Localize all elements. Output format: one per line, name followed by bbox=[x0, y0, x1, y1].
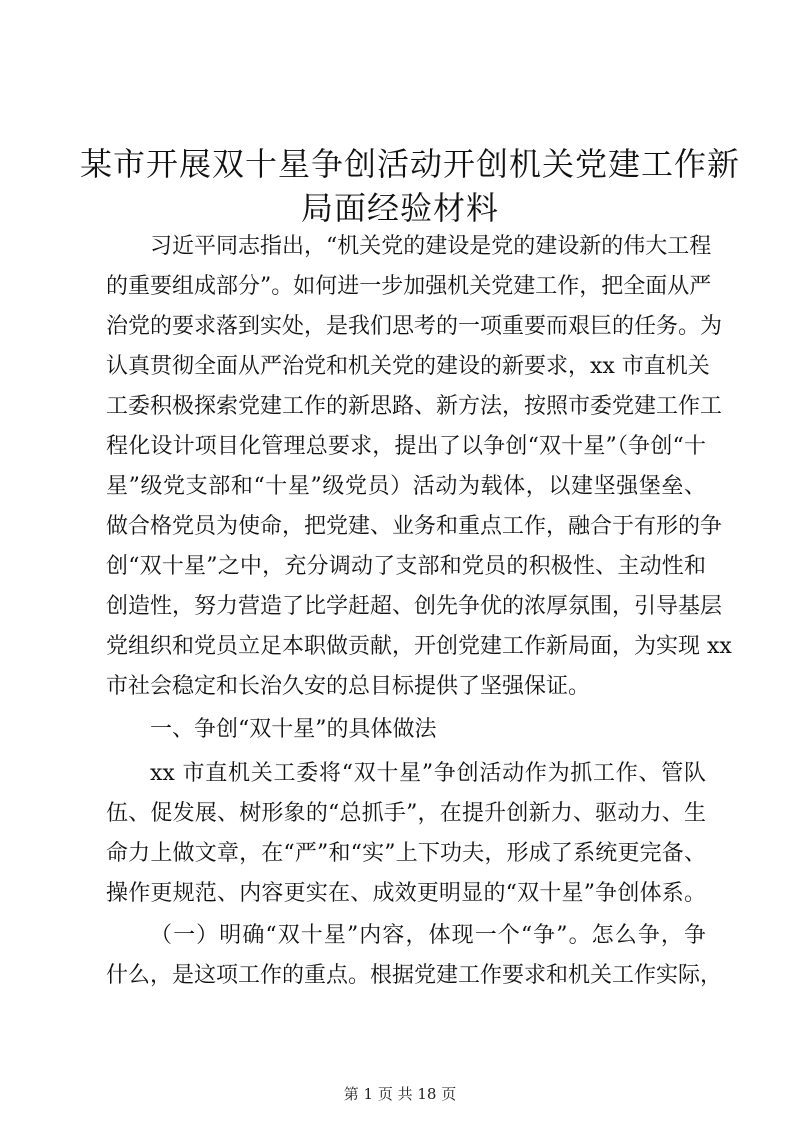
document-title-line-2: 局面经验材料 bbox=[300, 189, 499, 227]
paragraph-line: 操作更规范、内容更实在、成效更明显的“双十星”争创体系。 bbox=[106, 881, 706, 906]
paragraph-line: 治党的要求落到实处，是我们思考的一项重要而艰巨的任务。为 bbox=[106, 314, 723, 339]
paragraph-line: 什么，是这项工作的重点。根据党建工作要求和机关工作实际， bbox=[106, 963, 723, 988]
paragraph-line: 伍、促发展、树形象的“总抓手”，在提升创新力、驱动力、生 bbox=[106, 801, 706, 826]
paragraph-line: 创“双十星”之中，充分调动了支部和党员的积极性、主动性和 bbox=[106, 554, 706, 579]
document-title-line-1: 某市开展双十星争创活动开创机关党建工作新 bbox=[80, 145, 741, 183]
subsection-line: （一）明确“双十星”内容，体现一个“争”。怎么争，争 bbox=[150, 923, 706, 948]
paragraph-line: 星”级党支部和“十星”级党员）活动为载体，以建坚强堡垒、 bbox=[106, 474, 706, 499]
paragraph-line: 做合格党员为使命，把党建、业务和重点工作，融合于有形的争 bbox=[106, 514, 723, 539]
paragraph-line: 命力上做文章，在“严”和“实”上下功夫，形成了系统更完备、 bbox=[106, 841, 706, 866]
paragraph-line: 党组织和党员立足本职做贡献，开创党建工作新局面，为实现 xx bbox=[106, 634, 732, 659]
section-heading: 一、争创“双十星”的具体做法 bbox=[150, 717, 437, 742]
paragraph-line: 认真贯彻全面从严治党和机关党的建设的新要求，xx 市直机关 bbox=[106, 354, 710, 379]
paragraph-line: 市社会稳定和长治久安的总目标提供了坚强保证。 bbox=[106, 674, 591, 699]
paragraph-line: 的重要组成部分”。如何进一步加强机关党建工作，把全面从严 bbox=[106, 274, 712, 299]
paragraph-line: 程化设计项目化管理总要求，提出了以争创“双十星”（争创“十 bbox=[106, 434, 706, 459]
paragraph-line: xx 市直机关工委将“双十星”争创活动作为抓工作、管队 bbox=[150, 761, 706, 786]
paragraph-line: 工委积极探索党建工作的新思路、新方法，按照市委党建工作工 bbox=[106, 394, 723, 419]
paragraph-line: 习近平同志指出，“机关党的建设是党的建设新的伟大工程 bbox=[150, 234, 712, 259]
page-footer: 第 1 页 共 18 页 bbox=[343, 1085, 457, 1103]
paragraph-line: 创造性，努力营造了比学赶超、创先争优的浓厚氛围，引导基层 bbox=[106, 594, 723, 619]
